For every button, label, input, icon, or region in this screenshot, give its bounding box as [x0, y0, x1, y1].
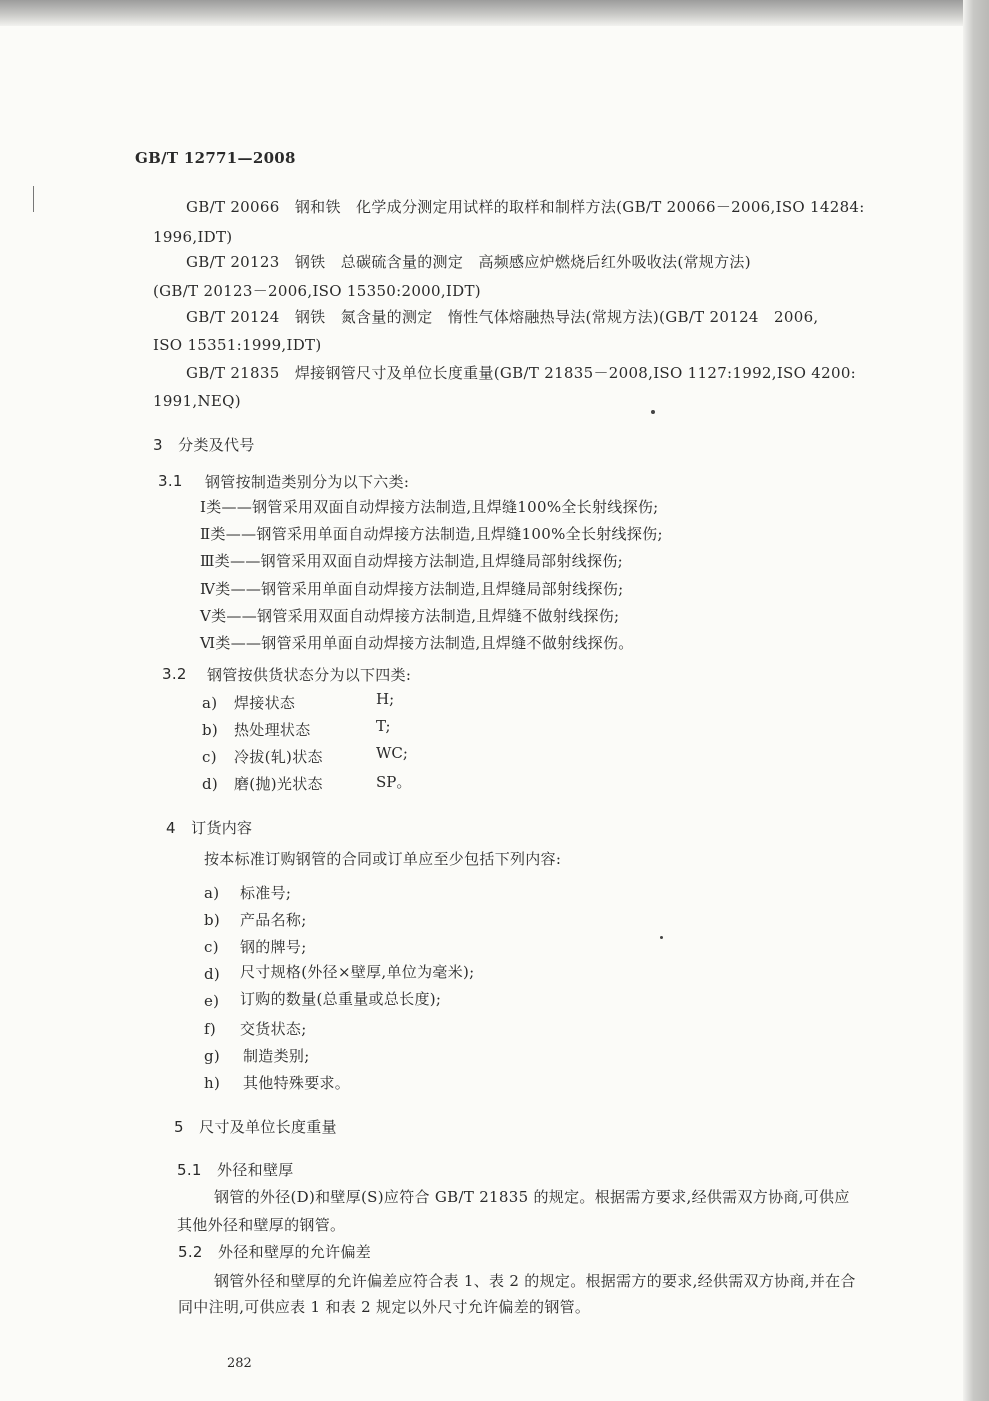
- page-number: 282: [227, 1356, 252, 1371]
- scan-mark: [33, 186, 34, 212]
- order-item: 尺寸规格(外径×壁厚,单位为毫米);: [240, 963, 475, 981]
- list-label: f): [204, 1020, 217, 1038]
- paragraph-line: 其他外径和壁厚的钢管。: [177, 1216, 346, 1234]
- paragraph-line: 同中注明,可供应表 1 和表 2 规定以外尺寸允许偏差的钢管。: [178, 1298, 591, 1316]
- state-name: 焊接状态: [234, 694, 296, 712]
- order-item: 订购的数量(总重量或总长度);: [240, 990, 442, 1008]
- list-label: d): [204, 965, 221, 983]
- category-item: Ⅳ类——钢管采用单面自动焊接方法制造,且焊缝局部射线探伤;: [200, 580, 624, 598]
- subsection-heading: 5.2 外径和壁厚的允许偏差: [178, 1243, 372, 1261]
- reference-line: 1996,IDT): [153, 228, 233, 246]
- reference-line: (GB/T 20123－2006,ISO 15350:2000,IDT): [153, 282, 481, 300]
- reference-line: GB/T 20066 钢和铁 化学成分测定用试样的取样和制样方法(GB/T 20066－2006,ISO 14284:: [186, 198, 865, 216]
- paragraph-line: 钢管的外径(D)和壁厚(S)应符合 GB/T 21835 的规定。根据需方要求,经供需双方协商,可供应: [214, 1188, 850, 1206]
- document-id: GB/T 12771—2008: [135, 149, 296, 167]
- state-name: 冷拔(轧)状态: [234, 748, 323, 766]
- section-heading: 3 分类及代号: [153, 436, 255, 454]
- reference-line: 1991,NEQ): [153, 392, 241, 410]
- scan-speck: [651, 410, 655, 414]
- list-label: b): [202, 721, 219, 739]
- list-label: e): [204, 992, 220, 1010]
- list-label: b): [204, 911, 221, 929]
- category-item: Ⅴ类——钢管采用双面自动焊接方法制造,且焊缝不做射线探伤;: [200, 607, 620, 625]
- list-label: h): [204, 1074, 221, 1092]
- list-label: a): [202, 694, 218, 712]
- category-item: Ⅰ类——钢管采用双面自动焊接方法制造,且焊缝100%全长射线探伤;: [200, 498, 659, 516]
- category-item: Ⅵ类——钢管采用单面自动焊接方法制造,且焊缝不做射线探伤。: [200, 634, 634, 652]
- scan-speck: [660, 936, 663, 939]
- order-item: 其他特殊要求。: [243, 1074, 351, 1092]
- section-intro: 按本标准订购钢管的合同或订单应至少包括下列内容:: [204, 850, 562, 868]
- list-label: g): [204, 1047, 221, 1065]
- order-item: 钢的牌号;: [240, 938, 307, 956]
- reference-line: GB/T 20124 钢铁 氮含量的测定 惰性气体熔融热导法(常规方法)(GB/T 20124 2006,: [186, 308, 819, 326]
- reference-line: ISO 15351:1999,IDT): [153, 336, 322, 354]
- state-code: WC;: [376, 744, 408, 762]
- category-item: Ⅲ类——钢管采用双面自动焊接方法制造,且焊缝局部射线探伤;: [200, 552, 623, 570]
- state-name: 热处理状态: [234, 721, 311, 739]
- state-code: T;: [376, 717, 391, 735]
- clause-number: 3.2: [162, 665, 187, 683]
- order-item: 制造类别;: [243, 1047, 310, 1065]
- scan-shadow-right: [963, 0, 989, 1401]
- section-heading: 5 尺寸及单位长度重量: [174, 1118, 337, 1136]
- clause-text: 钢管按制造类别分为以下六类:: [205, 473, 410, 491]
- scan-shadow-top: [0, 0, 989, 26]
- list-label: c): [202, 748, 217, 766]
- paragraph-line: 钢管外径和壁厚的允许偏差应符合表 1、表 2 的规定。根据需方的要求,经供需双方协商,并在合: [214, 1272, 856, 1290]
- order-item: 产品名称;: [240, 911, 307, 929]
- state-name: 磨(抛)光状态: [234, 775, 323, 793]
- list-label: c): [204, 938, 219, 956]
- reference-line: GB/T 21835 焊接钢管尺寸及单位长度重量(GB/T 21835－2008,ISO 1127:1992,ISO 4200:: [186, 364, 857, 382]
- clause-number: 3.1: [158, 472, 183, 490]
- state-code: H;: [376, 690, 395, 708]
- order-item: 标准号;: [240, 884, 292, 902]
- state-code: SP。: [376, 773, 412, 791]
- section-heading: 4 订货内容: [166, 819, 253, 837]
- order-item: 交货状态;: [240, 1020, 307, 1038]
- subsection-heading: 5.1 外径和壁厚: [177, 1161, 294, 1179]
- list-label: a): [204, 884, 220, 902]
- category-item: Ⅱ类——钢管采用单面自动焊接方法制造,且焊缝100%全长射线探伤;: [200, 525, 663, 543]
- list-label: d): [202, 775, 219, 793]
- reference-line: GB/T 20123 钢铁 总碳硫含量的测定 高频感应炉燃烧后红外吸收法(常规方法): [186, 253, 751, 271]
- clause-text: 钢管按供货状态分为以下四类:: [207, 666, 412, 684]
